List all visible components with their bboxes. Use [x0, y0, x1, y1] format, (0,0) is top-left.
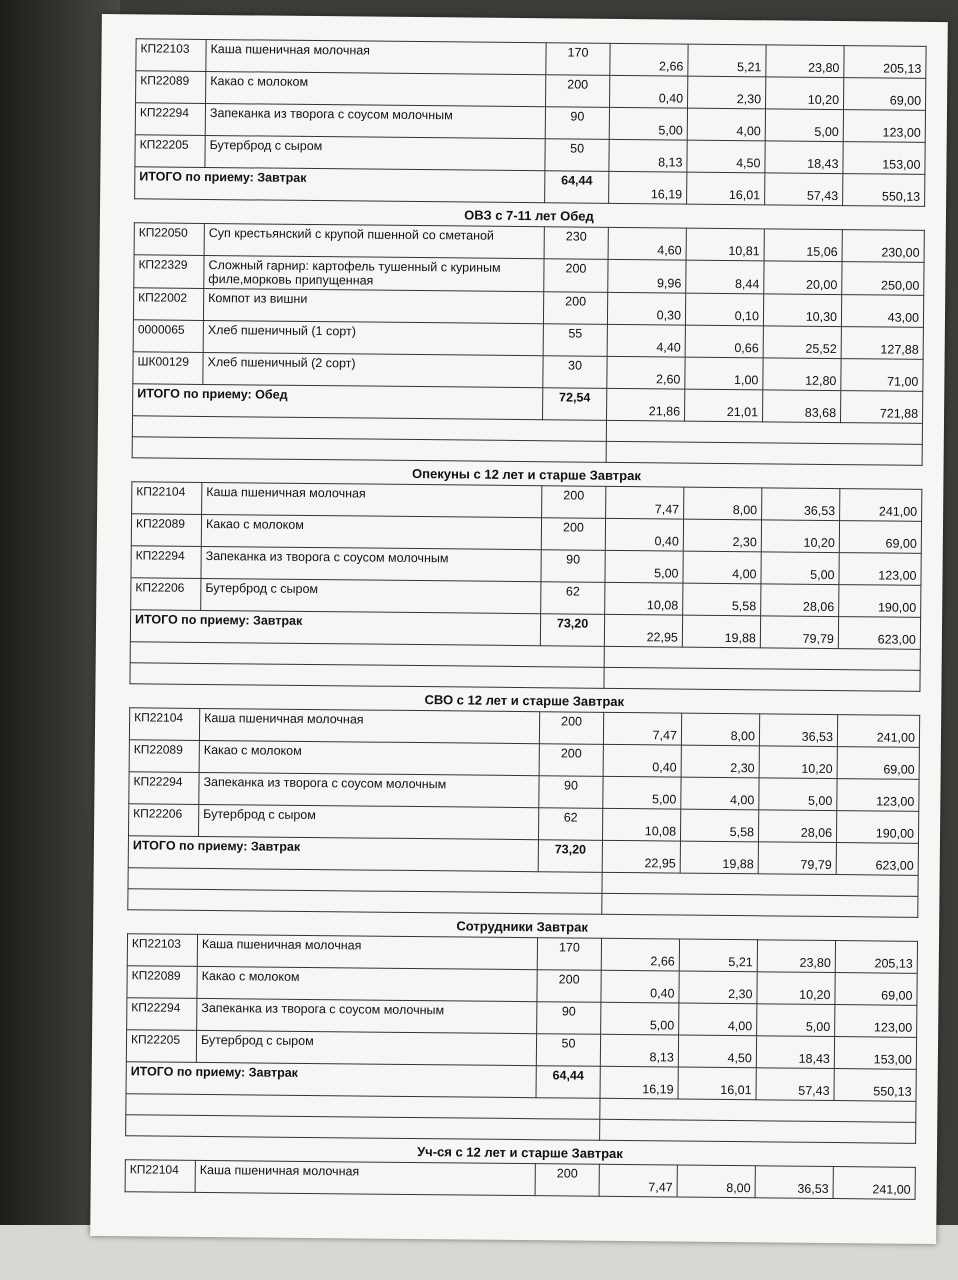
dish-code: КП22294 [127, 998, 197, 1031]
dish-code: КП22206 [128, 804, 198, 837]
total-carbohydrates: 79,79 [760, 616, 838, 649]
fats: 2,30 [683, 519, 761, 552]
dish-name: Компот из вишни [203, 288, 543, 323]
proteins: 0,30 [607, 292, 685, 325]
proteins: 5,00 [605, 550, 683, 583]
dish-code: КП22104 [129, 708, 199, 741]
proteins: 0,40 [601, 970, 679, 1003]
total-fats: 19,88 [680, 841, 758, 874]
carbohydrates: 15,06 [764, 229, 842, 262]
fats: 0,10 [685, 293, 763, 326]
proteins: 0,40 [610, 75, 688, 108]
dish-code: ШК00129 [133, 352, 203, 385]
dish-name: Запеканка из творога с соусом молочным [201, 546, 541, 581]
fats: 2,30 [679, 971, 757, 1004]
total-fats: 19,88 [682, 615, 760, 648]
total-label: ИТОГО по приему: Завтрак [135, 167, 545, 203]
energy-value: 190,00 [839, 585, 921, 618]
table-row [125, 1160, 915, 1200]
total-proteins: 16,19 [600, 1066, 678, 1099]
fats: 1,00 [685, 357, 763, 390]
section-title: Опекуны с 12 лет и старше Завтрак [411, 465, 641, 484]
carbohydrates: 5,00 [761, 552, 839, 585]
energy-value: 241,00 [833, 1167, 915, 1200]
carbohydrates: 18,43 [756, 1036, 834, 1069]
total-price: 72,54 [543, 388, 607, 421]
empty-cell [604, 646, 920, 670]
portion-weight: 200 [539, 744, 603, 777]
portion-weight: 30 [543, 356, 607, 389]
proteins: 5,00 [609, 107, 687, 140]
carbohydrates: 23,80 [766, 45, 844, 78]
portion-weight: 200 [535, 1164, 599, 1197]
portion-weight: 200 [539, 712, 603, 745]
empty-cell [604, 667, 920, 691]
dish-name: Бутерброд с сыром [201, 578, 541, 613]
proteins: 7,47 [606, 486, 684, 519]
dish-name: Какао с молоком [197, 966, 537, 1001]
portion-weight: 90 [545, 107, 609, 140]
fats: 8,00 [681, 713, 759, 746]
dish-code: КП22050 [134, 223, 204, 256]
menu-table [125, 1159, 916, 1200]
dish-name: Хлеб пшеничный (2 сорт) [203, 352, 543, 387]
proteins: 10,08 [605, 582, 683, 615]
proteins: 2,66 [610, 43, 688, 76]
carbohydrates: 12,80 [763, 358, 841, 391]
total-label: ИТОГО по приему: Завтрак [128, 836, 538, 872]
carbohydrates: 5,00 [757, 1004, 835, 1037]
proteins: 4,60 [608, 227, 686, 260]
empty-cell [602, 872, 918, 896]
dish-code: КП22206 [131, 578, 201, 611]
total-carbohydrates: 57,43 [756, 1068, 834, 1101]
menu-table [125, 933, 918, 1144]
carbohydrates: 10,30 [763, 294, 841, 327]
portion-weight: 200 [541, 518, 605, 551]
carbohydrates: 10,20 [759, 746, 837, 779]
carbohydrates: 10,20 [761, 520, 839, 553]
fats: 8,00 [677, 1165, 755, 1198]
dish-name: Суп крестьянский с крупой пшенной со сметаной [204, 223, 544, 258]
dish-name: Каша пшеничная молочная [206, 39, 546, 74]
proteins: 9,96 [608, 259, 686, 293]
proteins: 2,66 [601, 938, 679, 971]
section-title: Сотрудники Завтрак [456, 918, 588, 935]
fats: 8,00 [684, 487, 762, 520]
fats: 2,30 [688, 76, 766, 109]
carbohydrates: 36,53 [759, 714, 837, 747]
empty-cell [600, 1119, 916, 1143]
fats: 5,21 [688, 44, 766, 77]
carbohydrates: 25,52 [763, 326, 841, 359]
fats: 4,00 [681, 777, 759, 810]
proteins: 7,47 [603, 712, 681, 745]
portion-weight: 62 [541, 582, 605, 615]
dish-name: Каша пшеничная молочная [199, 708, 539, 743]
portion-weight: 50 [536, 1034, 600, 1067]
total-fats: 21,01 [685, 389, 763, 422]
dish-code: КП22104 [125, 1160, 195, 1193]
proteins: 2,60 [607, 356, 685, 389]
portion-weight: 90 [539, 776, 603, 809]
dish-name: Какао с молоком [201, 514, 541, 549]
portion-weight: 200 [544, 259, 608, 293]
portion-weight: 50 [545, 139, 609, 172]
carbohydrates: 28,06 [761, 584, 839, 617]
dish-code: КП22089 [131, 514, 201, 547]
dish-code: КП22103 [136, 39, 206, 72]
energy-value: 153,00 [834, 1037, 916, 1070]
total-proteins: 22,95 [602, 840, 680, 873]
energy-value: 69,00 [837, 747, 919, 780]
dish-code: КП22294 [135, 103, 205, 136]
fats: 8,44 [686, 260, 764, 294]
energy-value: 43,00 [841, 295, 923, 328]
portion-weight: 200 [546, 75, 610, 108]
dish-code: КП22205 [135, 135, 205, 168]
total-fats: 16,01 [678, 1067, 756, 1100]
energy-value: 153,00 [843, 142, 925, 175]
fats: 4,00 [679, 1003, 757, 1036]
dish-code: КП22294 [129, 772, 199, 805]
section-title: ОВЗ с 7-11 лет Обед [464, 207, 594, 224]
portion-weight: 200 [542, 486, 606, 519]
section-title: СВО с 12 лет и старше Завтрак [424, 692, 625, 710]
proteins: 5,00 [601, 1002, 679, 1035]
energy-value: 123,00 [839, 553, 921, 586]
energy-value: 69,00 [844, 78, 926, 111]
menu-table [132, 222, 925, 466]
fats: 10,81 [686, 228, 764, 261]
total-label: ИТОГО по приему: Обед [133, 384, 543, 420]
fats: 2,30 [681, 745, 759, 778]
section-title: Уч-ся с 12 лет и старше Завтрак [417, 1144, 623, 1162]
energy-value: 71,00 [841, 359, 923, 392]
total-proteins: 22,95 [604, 614, 682, 647]
dish-code: КП22205 [126, 1030, 196, 1063]
portion-weight: 170 [546, 43, 610, 76]
fats: 4,00 [687, 108, 765, 141]
menu-table [127, 707, 920, 918]
total-carbohydrates: 79,79 [758, 842, 836, 875]
total-proteins: 21,86 [607, 388, 685, 421]
total-energy-value: 550,13 [834, 1069, 916, 1102]
dish-name: Бутерброд с сыром [205, 135, 545, 170]
energy-value: 190,00 [836, 811, 918, 844]
dish-name: Бутерброд с сыром [196, 1030, 536, 1065]
dish-name: Каша пшеничная молочная [197, 934, 537, 969]
dish-name: Запеканка из творога с соусом молочным [205, 103, 545, 138]
proteins: 10,08 [602, 808, 680, 841]
portion-weight: 90 [541, 550, 605, 583]
dish-code: КП22103 [127, 934, 197, 967]
carbohydrates: 10,20 [757, 972, 835, 1005]
empty-cell [600, 1098, 916, 1122]
dish-name: Хлеб пшеничный (1 сорт) [203, 320, 543, 355]
total-price: 73,20 [538, 840, 602, 873]
proteins: 7,47 [599, 1164, 677, 1197]
dish-code: КП22089 [127, 966, 197, 999]
dish-name: Какао с молоком [199, 740, 539, 775]
total-energy-value: 623,00 [838, 617, 920, 650]
fats: 4,50 [687, 140, 765, 173]
dish-name: Каша пшеничная молочная [195, 1160, 535, 1195]
carbohydrates: 5,00 [759, 778, 837, 811]
proteins: 5,00 [603, 776, 681, 809]
portion-weight: 200 [537, 970, 601, 1003]
total-price: 64,44 [545, 171, 609, 204]
dish-code: КП22329 [134, 255, 204, 289]
total-carbohydrates: 57,43 [765, 173, 843, 206]
dish-name: Каша пшеничная молочная [202, 482, 542, 517]
dish-name: Бутерброд с сыром [198, 804, 538, 839]
dish-name: Запеканка из творога с соусом молочным [199, 772, 539, 807]
menu-document [125, 38, 926, 1200]
energy-value: 123,00 [843, 110, 925, 143]
total-price: 73,20 [540, 614, 604, 647]
portion-weight: 170 [537, 938, 601, 971]
empty-cell [606, 420, 922, 444]
empty-cell [606, 441, 922, 465]
total-label: ИТОГО по приему: Завтрак [126, 1062, 536, 1098]
carbohydrates: 10,20 [766, 77, 844, 110]
dish-name: Запеканка из творога с соусом молочным [197, 998, 537, 1033]
total-fats: 16,01 [687, 172, 765, 205]
carbohydrates: 23,80 [757, 940, 835, 973]
total-price: 64,44 [536, 1066, 600, 1099]
proteins: 0,40 [605, 518, 683, 551]
proteins: 8,13 [600, 1034, 678, 1067]
paper-sheet [90, 14, 948, 1244]
carbohydrates: 20,00 [764, 261, 842, 295]
total-proteins: 16,19 [609, 171, 687, 204]
proteins: 4,40 [607, 324, 685, 357]
dish-code: КП22002 [133, 288, 203, 321]
dish-name: Сложный гарнир: картофель тушенный с куриным филе,морковь припущенная [204, 255, 544, 291]
fats: 4,50 [678, 1035, 756, 1068]
menu-table [129, 481, 922, 692]
energy-value: 123,00 [837, 779, 919, 812]
portion-weight: 62 [538, 808, 602, 841]
fats: 5,21 [679, 939, 757, 972]
carbohydrates: 28,06 [758, 810, 836, 843]
energy-value: 250,00 [842, 262, 924, 296]
portion-weight: 90 [537, 1002, 601, 1035]
dish-code: КП22089 [136, 71, 206, 104]
carbohydrates: 36,53 [755, 1166, 833, 1199]
energy-value: 127,88 [841, 327, 923, 360]
energy-value: 205,13 [844, 46, 926, 79]
total-label: ИТОГО по приему: Завтрак [130, 610, 540, 646]
carbohydrates: 36,53 [762, 488, 840, 521]
energy-value: 241,00 [840, 489, 922, 522]
empty-cell [602, 893, 918, 917]
dish-name: Какао с молоком [206, 71, 546, 106]
total-energy-value: 623,00 [836, 843, 918, 876]
total-energy-value: 550,13 [843, 174, 925, 207]
fats: 5,58 [680, 809, 758, 842]
energy-value: 69,00 [835, 973, 917, 1006]
menu-table [134, 38, 927, 207]
energy-value: 241,00 [837, 715, 919, 748]
proteins: 8,13 [609, 139, 687, 172]
dish-code: КП22104 [132, 482, 202, 515]
portion-weight: 200 [543, 292, 607, 325]
total-energy-value: 721,88 [840, 391, 922, 424]
fats: 5,58 [683, 583, 761, 616]
energy-value: 69,00 [839, 521, 921, 554]
energy-value: 205,13 [835, 941, 917, 974]
energy-value: 230,00 [842, 230, 924, 263]
carbohydrates: 18,43 [765, 141, 843, 174]
fats: 4,00 [683, 551, 761, 584]
fats: 0,66 [685, 325, 763, 358]
dish-code: КП22294 [131, 546, 201, 579]
portion-weight: 230 [544, 227, 608, 260]
dish-code: 0000065 [133, 320, 203, 353]
total-carbohydrates: 83,68 [762, 390, 840, 423]
proteins: 0,40 [603, 744, 681, 777]
carbohydrates: 5,00 [765, 109, 843, 142]
energy-value: 123,00 [835, 1005, 917, 1038]
dish-code: КП22089 [129, 740, 199, 773]
portion-weight: 55 [543, 324, 607, 357]
